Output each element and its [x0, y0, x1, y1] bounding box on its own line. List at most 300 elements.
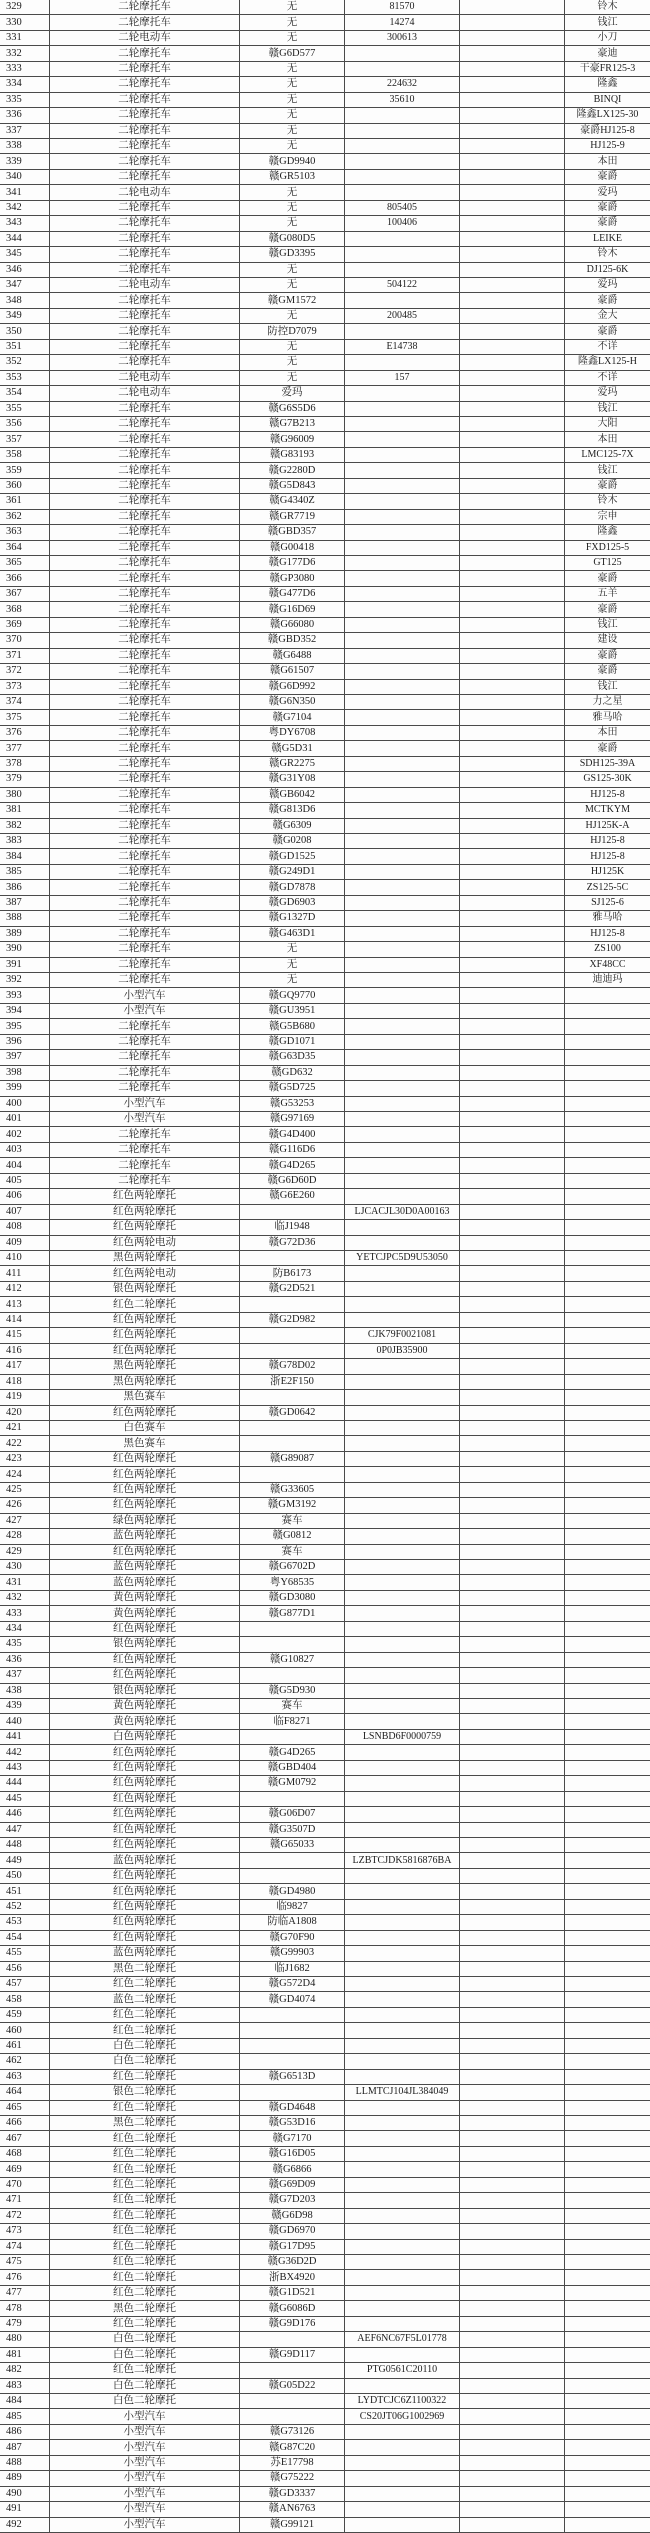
cell-plate	[240, 1622, 345, 1637]
cell-number: 445	[0, 1792, 50, 1807]
cell-number: 404	[0, 1158, 50, 1173]
cell-blank	[460, 479, 565, 494]
cell-vehicle-type: 蓝色两轮摩托	[50, 1575, 240, 1590]
cell-vehicle-type: 红色两轮摩托	[50, 1313, 240, 1328]
cell-serial-number	[345, 1575, 460, 1590]
cell-vehicle-type: 二轮电动车	[50, 185, 240, 200]
cell-brand: 金大	[565, 309, 650, 324]
cell-plate: 无	[240, 355, 345, 370]
cell-blank	[460, 1390, 565, 1405]
cell-brand	[565, 1823, 650, 1838]
cell-brand: HJ125-8	[565, 788, 650, 803]
cell-plate: 赣GR5103	[240, 170, 345, 185]
cell-number: 345	[0, 247, 50, 262]
cell-brand	[565, 1622, 650, 1637]
cell-vehicle-type: 红色二轮摩托	[50, 2162, 240, 2177]
cell-serial-number	[345, 2162, 460, 2177]
cell-serial-number	[345, 1560, 460, 1575]
cell-vehicle-type: 二轮摩托车	[50, 463, 240, 478]
cell-serial-number	[345, 402, 460, 417]
cell-number: 477	[0, 2286, 50, 2301]
cell-brand	[565, 1745, 650, 1760]
cell-vehicle-type: 二轮摩托车	[50, 402, 240, 417]
cell-vehicle-type: 红色两轮摩托	[50, 1406, 240, 1421]
cell-blank	[460, 1174, 565, 1189]
cell-brand: 豪爵	[565, 293, 650, 308]
cell-number: 399	[0, 1081, 50, 1096]
cell-plate: 赣GD3337	[240, 2487, 345, 2502]
cell-blank	[460, 1498, 565, 1513]
cell-brand	[565, 1143, 650, 1158]
cell-plate: 赣G33605	[240, 1483, 345, 1498]
cell-serial-number	[345, 2023, 460, 2038]
cell-blank	[460, 1884, 565, 1899]
cell-vehicle-type: 二轮摩托车	[50, 139, 240, 154]
cell-plate: 赣G6D992	[240, 680, 345, 695]
cell-number: 444	[0, 1776, 50, 1791]
cell-number: 420	[0, 1406, 50, 1421]
cell-vehicle-type: 红色两轮摩托	[50, 1761, 240, 1776]
cell-vehicle-type: 白色二轮摩托	[50, 2348, 240, 2363]
cell-blank	[460, 2255, 565, 2270]
cell-brand	[565, 2070, 650, 2085]
cell-blank	[460, 247, 565, 262]
cell-plate: 无	[240, 139, 345, 154]
cell-plate: 赣G00418	[240, 541, 345, 556]
cell-vehicle-type: 红色两轮摩托	[50, 1668, 240, 1683]
cell-brand	[565, 1127, 650, 1142]
cell-number: 343	[0, 216, 50, 231]
cell-blank	[460, 185, 565, 200]
cell-number: 339	[0, 154, 50, 169]
cell-brand	[565, 1236, 650, 1251]
cell-plate	[240, 1390, 345, 1405]
cell-vehicle-type: 红色两轮电动	[50, 1266, 240, 1281]
cell-brand	[565, 2054, 650, 2069]
cell-number: 391	[0, 958, 50, 973]
cell-brand: 钱江	[565, 680, 650, 695]
cell-number: 458	[0, 1992, 50, 2007]
cell-blank	[460, 1653, 565, 1668]
cell-brand	[565, 2379, 650, 2394]
cell-blank	[460, 2363, 565, 2378]
cell-plate: 赣G0812	[240, 1529, 345, 1544]
cell-brand	[565, 1946, 650, 1961]
cell-vehicle-type: 二轮摩托车	[50, 77, 240, 92]
cell-serial-number	[345, 1946, 460, 1961]
cell-vehicle-type: 红色二轮摩托	[50, 2270, 240, 2285]
cell-serial-number	[345, 1653, 460, 1668]
cell-serial-number: 224632	[345, 77, 460, 92]
cell-serial-number	[345, 2193, 460, 2208]
cell-vehicle-type: 二轮摩托车	[50, 788, 240, 803]
cell-serial-number	[345, 432, 460, 447]
cell-vehicle-type: 二轮电动车	[50, 371, 240, 386]
cell-plate: 无	[240, 371, 345, 386]
cell-plate: 临J1682	[240, 1962, 345, 1977]
cell-number: 392	[0, 973, 50, 988]
cell-brand	[565, 1344, 650, 1359]
cell-blank	[460, 1297, 565, 1312]
cell-blank	[460, 2394, 565, 2409]
cell-brand	[565, 1560, 650, 1575]
cell-blank	[460, 1792, 565, 1807]
cell-blank	[460, 1406, 565, 1421]
cell-plate: 临9827	[240, 1900, 345, 1915]
cell-blank	[460, 741, 565, 756]
cell-plate	[240, 2039, 345, 2054]
cell-blank	[460, 309, 565, 324]
cell-vehicle-type: 二轮摩托车	[50, 1066, 240, 1081]
cell-blank	[460, 649, 565, 664]
cell-number: 378	[0, 757, 50, 772]
cell-brand: GS125-30K	[565, 772, 650, 787]
cell-number: 412	[0, 1282, 50, 1297]
cell-plate	[240, 2054, 345, 2069]
cell-number: 377	[0, 741, 50, 756]
cell-number: 482	[0, 2363, 50, 2378]
cell-brand	[565, 2209, 650, 2224]
cell-serial-number	[345, 741, 460, 756]
cell-plate: 赣G9D176	[240, 2317, 345, 2332]
cell-blank	[460, 571, 565, 586]
cell-number: 475	[0, 2255, 50, 2270]
cell-vehicle-type: 二轮电动车	[50, 31, 240, 46]
cell-vehicle-type: 黑色两轮摩托	[50, 1375, 240, 1390]
cell-vehicle-type: 二轮摩托车	[50, 618, 240, 633]
cell-vehicle-type: 红色二轮摩托	[50, 2178, 240, 2193]
cell-vehicle-type: 二轮摩托车	[50, 1174, 240, 1189]
cell-blank	[460, 1545, 565, 1560]
cell-number: 330	[0, 15, 50, 30]
cell-brand	[565, 2502, 650, 2517]
cell-vehicle-type: 二轮摩托车	[50, 1081, 240, 1096]
cell-blank	[460, 958, 565, 973]
cell-blank	[460, 2131, 565, 2146]
cell-plate: 赣G4340Z	[240, 494, 345, 509]
cell-number: 462	[0, 2054, 50, 2069]
cell-brand: ZS100	[565, 942, 650, 957]
cell-serial-number	[345, 602, 460, 617]
cell-plate: 赣G72D36	[240, 1236, 345, 1251]
cell-vehicle-type: 红色两轮摩托	[50, 1900, 240, 1915]
cell-serial-number	[345, 1390, 460, 1405]
cell-plate	[240, 1853, 345, 1868]
cell-plate: 无	[240, 201, 345, 216]
cell-vehicle-type: 二轮摩托车	[50, 46, 240, 61]
cell-number: 478	[0, 2301, 50, 2316]
cell-serial-number	[345, 1019, 460, 1034]
cell-blank	[460, 1421, 565, 1436]
cell-vehicle-type: 红色两轮摩托	[50, 1220, 240, 1235]
cell-number: 474	[0, 2240, 50, 2255]
cell-serial-number	[345, 494, 460, 509]
cell-blank	[460, 587, 565, 602]
cell-blank	[460, 772, 565, 787]
cell-blank	[460, 1915, 565, 1930]
cell-blank	[460, 46, 565, 61]
cell-serial-number	[345, 2178, 460, 2193]
cell-serial-number	[345, 1684, 460, 1699]
cell-blank	[460, 680, 565, 695]
cell-number: 349	[0, 309, 50, 324]
cell-vehicle-type: 红色两轮摩托	[50, 1653, 240, 1668]
cell-vehicle-type: 二轮摩托车	[50, 571, 240, 586]
cell-vehicle-type: 红色两轮摩托	[50, 1745, 240, 1760]
cell-plate: 赣GD3395	[240, 247, 345, 262]
cell-serial-number: YETCJPC5D9U53050	[345, 1251, 460, 1266]
cell-plate: 赣G31Y08	[240, 772, 345, 787]
cell-serial-number	[345, 1637, 460, 1652]
cell-serial-number	[345, 1792, 460, 1807]
cell-serial-number	[345, 479, 460, 494]
cell-number: 368	[0, 602, 50, 617]
cell-number: 431	[0, 1575, 50, 1590]
cell-vehicle-type: 红色两轮摩托	[50, 1205, 240, 1220]
cell-number: 446	[0, 1807, 50, 1822]
cell-number: 432	[0, 1591, 50, 1606]
cell-number: 341	[0, 185, 50, 200]
cell-number: 359	[0, 463, 50, 478]
cell-plate: 赣G477D6	[240, 587, 345, 602]
cell-plate: 赣G65033	[240, 1838, 345, 1853]
cell-serial-number	[345, 124, 460, 139]
cell-number: 411	[0, 1266, 50, 1281]
cell-plate: 赣GD9940	[240, 154, 345, 169]
cell-number: 435	[0, 1637, 50, 1652]
cell-serial-number	[345, 1838, 460, 1853]
cell-serial-number	[345, 510, 460, 525]
cell-plate: 赣G7170	[240, 2131, 345, 2146]
cell-number: 490	[0, 2487, 50, 2502]
cell-serial-number	[345, 1313, 460, 1328]
cell-serial-number: LYDTCJC6Z1100322	[345, 2394, 460, 2409]
cell-number: 403	[0, 1143, 50, 1158]
cell-blank	[460, 1282, 565, 1297]
cell-brand: 雅马哈	[565, 710, 650, 725]
cell-brand	[565, 1730, 650, 1745]
cell-brand	[565, 2487, 650, 2502]
cell-number: 415	[0, 1328, 50, 1343]
cell-number: 389	[0, 927, 50, 942]
cell-vehicle-type: 二轮摩托车	[50, 942, 240, 957]
cell-plate: 赣G05D22	[240, 2379, 345, 2394]
cell-number: 337	[0, 124, 50, 139]
cell-vehicle-type: 红色二轮摩托	[50, 2255, 240, 2270]
cell-blank	[460, 1977, 565, 1992]
cell-plate: 赣GD4074	[240, 1992, 345, 2007]
cell-vehicle-type: 二轮摩托车	[50, 695, 240, 710]
cell-plate: 防临A1808	[240, 1915, 345, 1930]
cell-brand	[565, 988, 650, 1003]
cell-vehicle-type: 红色二轮摩托	[50, 1297, 240, 1312]
cell-brand	[565, 1483, 650, 1498]
cell-serial-number	[345, 1529, 460, 1544]
cell-serial-number	[345, 355, 460, 370]
cell-vehicle-type: 二轮摩托车	[50, 865, 240, 880]
cell-serial-number	[345, 1452, 460, 1467]
cell-number: 484	[0, 2394, 50, 2409]
cell-vehicle-type: 红色两轮摩托	[50, 1792, 240, 1807]
cell-brand	[565, 1529, 650, 1544]
cell-brand: GT125	[565, 556, 650, 571]
cell-serial-number	[345, 1992, 460, 2007]
cell-serial-number: 81570	[345, 0, 460, 15]
cell-vehicle-type: 小型汽车	[50, 2471, 240, 2486]
cell-number: 351	[0, 340, 50, 355]
cell-number: 338	[0, 139, 50, 154]
cell-serial-number	[345, 1977, 460, 1992]
cell-serial-number	[345, 1606, 460, 1621]
cell-vehicle-type: 银色两轮摩托	[50, 1282, 240, 1297]
cell-number: 466	[0, 2116, 50, 2131]
cell-serial-number	[345, 324, 460, 339]
cell-vehicle-type: 红色二轮摩托	[50, 2147, 240, 2162]
cell-serial-number	[345, 633, 460, 648]
cell-blank	[460, 139, 565, 154]
cell-serial-number	[345, 2301, 460, 2316]
cell-serial-number	[345, 2348, 460, 2363]
cell-vehicle-type: 白色二轮摩托	[50, 2054, 240, 2069]
cell-brand	[565, 1699, 650, 1714]
cell-blank	[460, 2332, 565, 2347]
cell-vehicle-type: 二轮摩托车	[50, 340, 240, 355]
cell-vehicle-type: 二轮摩托车	[50, 1127, 240, 1142]
cell-blank	[460, 1112, 565, 1127]
cell-vehicle-type: 二轮摩托车	[50, 1158, 240, 1173]
cell-serial-number	[345, 2101, 460, 2116]
cell-plate: 临F8271	[240, 1714, 345, 1729]
cell-vehicle-type: 二轮摩托车	[50, 355, 240, 370]
cell-plate: 赣GBD404	[240, 1761, 345, 1776]
cell-blank	[460, 988, 565, 1003]
cell-vehicle-type: 二轮摩托车	[50, 1019, 240, 1034]
cell-vehicle-type: 红色两轮摩托	[50, 1189, 240, 1204]
cell-serial-number	[345, 1900, 460, 1915]
cell-plate: 赛车	[240, 1514, 345, 1529]
cell-blank	[460, 2054, 565, 2069]
cell-number: 464	[0, 2085, 50, 2100]
cell-plate: 赣GD6970	[240, 2224, 345, 2239]
cell-plate: 赣GBD357	[240, 525, 345, 540]
cell-brand	[565, 1653, 650, 1668]
cell-plate: 浙E2F150	[240, 1375, 345, 1390]
cell-serial-number: LZBTCJDK5816876BA	[345, 1853, 460, 1868]
cell-number: 427	[0, 1514, 50, 1529]
cell-plate: 临J1948	[240, 1220, 345, 1235]
cell-vehicle-type: 二轮摩托车	[50, 1050, 240, 1065]
cell-brand	[565, 1375, 650, 1390]
cell-plate: 赣G99903	[240, 1946, 345, 1961]
cell-blank	[460, 1992, 565, 2007]
cell-blank	[460, 432, 565, 447]
cell-plate	[240, 1637, 345, 1652]
cell-serial-number	[345, 2070, 460, 2085]
cell-serial-number	[345, 448, 460, 463]
cell-brand	[565, 2255, 650, 2270]
cell-brand	[565, 1282, 650, 1297]
cell-plate: 赣G6D98	[240, 2209, 345, 2224]
cell-serial-number	[345, 1436, 460, 1451]
cell-blank	[460, 2240, 565, 2255]
cell-plate: 赣G4D265	[240, 1158, 345, 1173]
cell-blank	[460, 896, 565, 911]
cell-brand: MCTKYM	[565, 803, 650, 818]
cell-serial-number	[345, 2054, 460, 2069]
cell-plate: 防控D7079	[240, 324, 345, 339]
cell-brand	[565, 1545, 650, 1560]
cell-vehicle-type: 白色二轮摩托	[50, 2394, 240, 2409]
cell-number: 331	[0, 31, 50, 46]
cell-vehicle-type: 黄色两轮摩托	[50, 1699, 240, 1714]
cell-plate: 赣G61507	[240, 664, 345, 679]
cell-serial-number	[345, 2502, 460, 2517]
cell-serial-number	[345, 417, 460, 432]
cell-blank	[460, 1838, 565, 1853]
cell-plate: 赣G6N350	[240, 695, 345, 710]
cell-number: 353	[0, 371, 50, 386]
cell-serial-number	[345, 664, 460, 679]
cell-brand	[565, 1792, 650, 1807]
cell-blank	[460, 1514, 565, 1529]
cell-number: 468	[0, 2147, 50, 2162]
cell-blank	[460, 371, 565, 386]
cell-number: 375	[0, 710, 50, 725]
cell-serial-number	[345, 1483, 460, 1498]
cell-vehicle-type: 二轮摩托车	[50, 154, 240, 169]
cell-number: 397	[0, 1050, 50, 1065]
cell-vehicle-type: 二轮摩托车	[50, 710, 240, 725]
cell-plate: 赣G83193	[240, 448, 345, 463]
cell-brand: 不详	[565, 340, 650, 355]
cell-vehicle-type: 二轮摩托车	[50, 602, 240, 617]
cell-serial-number	[345, 988, 460, 1003]
cell-blank	[460, 1807, 565, 1822]
cell-number: 333	[0, 62, 50, 77]
cell-plate: 赛车	[240, 1699, 345, 1714]
cell-brand	[565, 2471, 650, 2486]
cell-plate: 赣G66080	[240, 618, 345, 633]
cell-brand: SJ125-6	[565, 896, 650, 911]
cell-serial-number	[345, 62, 460, 77]
cell-brand	[565, 1838, 650, 1853]
cell-plate: 赣G5B680	[240, 1019, 345, 1034]
cell-vehicle-type: 蓝色两轮摩托	[50, 1946, 240, 1961]
cell-number: 344	[0, 232, 50, 247]
cell-vehicle-type: 二轮摩托车	[50, 216, 240, 231]
cell-vehicle-type: 黑色赛车	[50, 1436, 240, 1451]
cell-serial-number	[345, 1421, 460, 1436]
cell-blank	[460, 2471, 565, 2486]
cell-vehicle-type: 二轮摩托车	[50, 541, 240, 556]
cell-brand	[565, 2147, 650, 2162]
cell-brand	[565, 1019, 650, 1034]
cell-serial-number	[345, 1668, 460, 1683]
cell-blank	[460, 1344, 565, 1359]
cell-number: 369	[0, 618, 50, 633]
cell-number: 433	[0, 1606, 50, 1621]
cell-blank	[460, 2147, 565, 2162]
cell-serial-number	[345, 1081, 460, 1096]
cell-vehicle-type: 二轮摩托车	[50, 263, 240, 278]
cell-vehicle-type: 黑色两轮摩托	[50, 1359, 240, 1374]
cell-number: 384	[0, 849, 50, 864]
cell-number: 350	[0, 324, 50, 339]
cell-brand	[565, 1884, 650, 1899]
cell-brand	[565, 1452, 650, 1467]
cell-number: 440	[0, 1714, 50, 1729]
cell-blank	[460, 2023, 565, 2038]
